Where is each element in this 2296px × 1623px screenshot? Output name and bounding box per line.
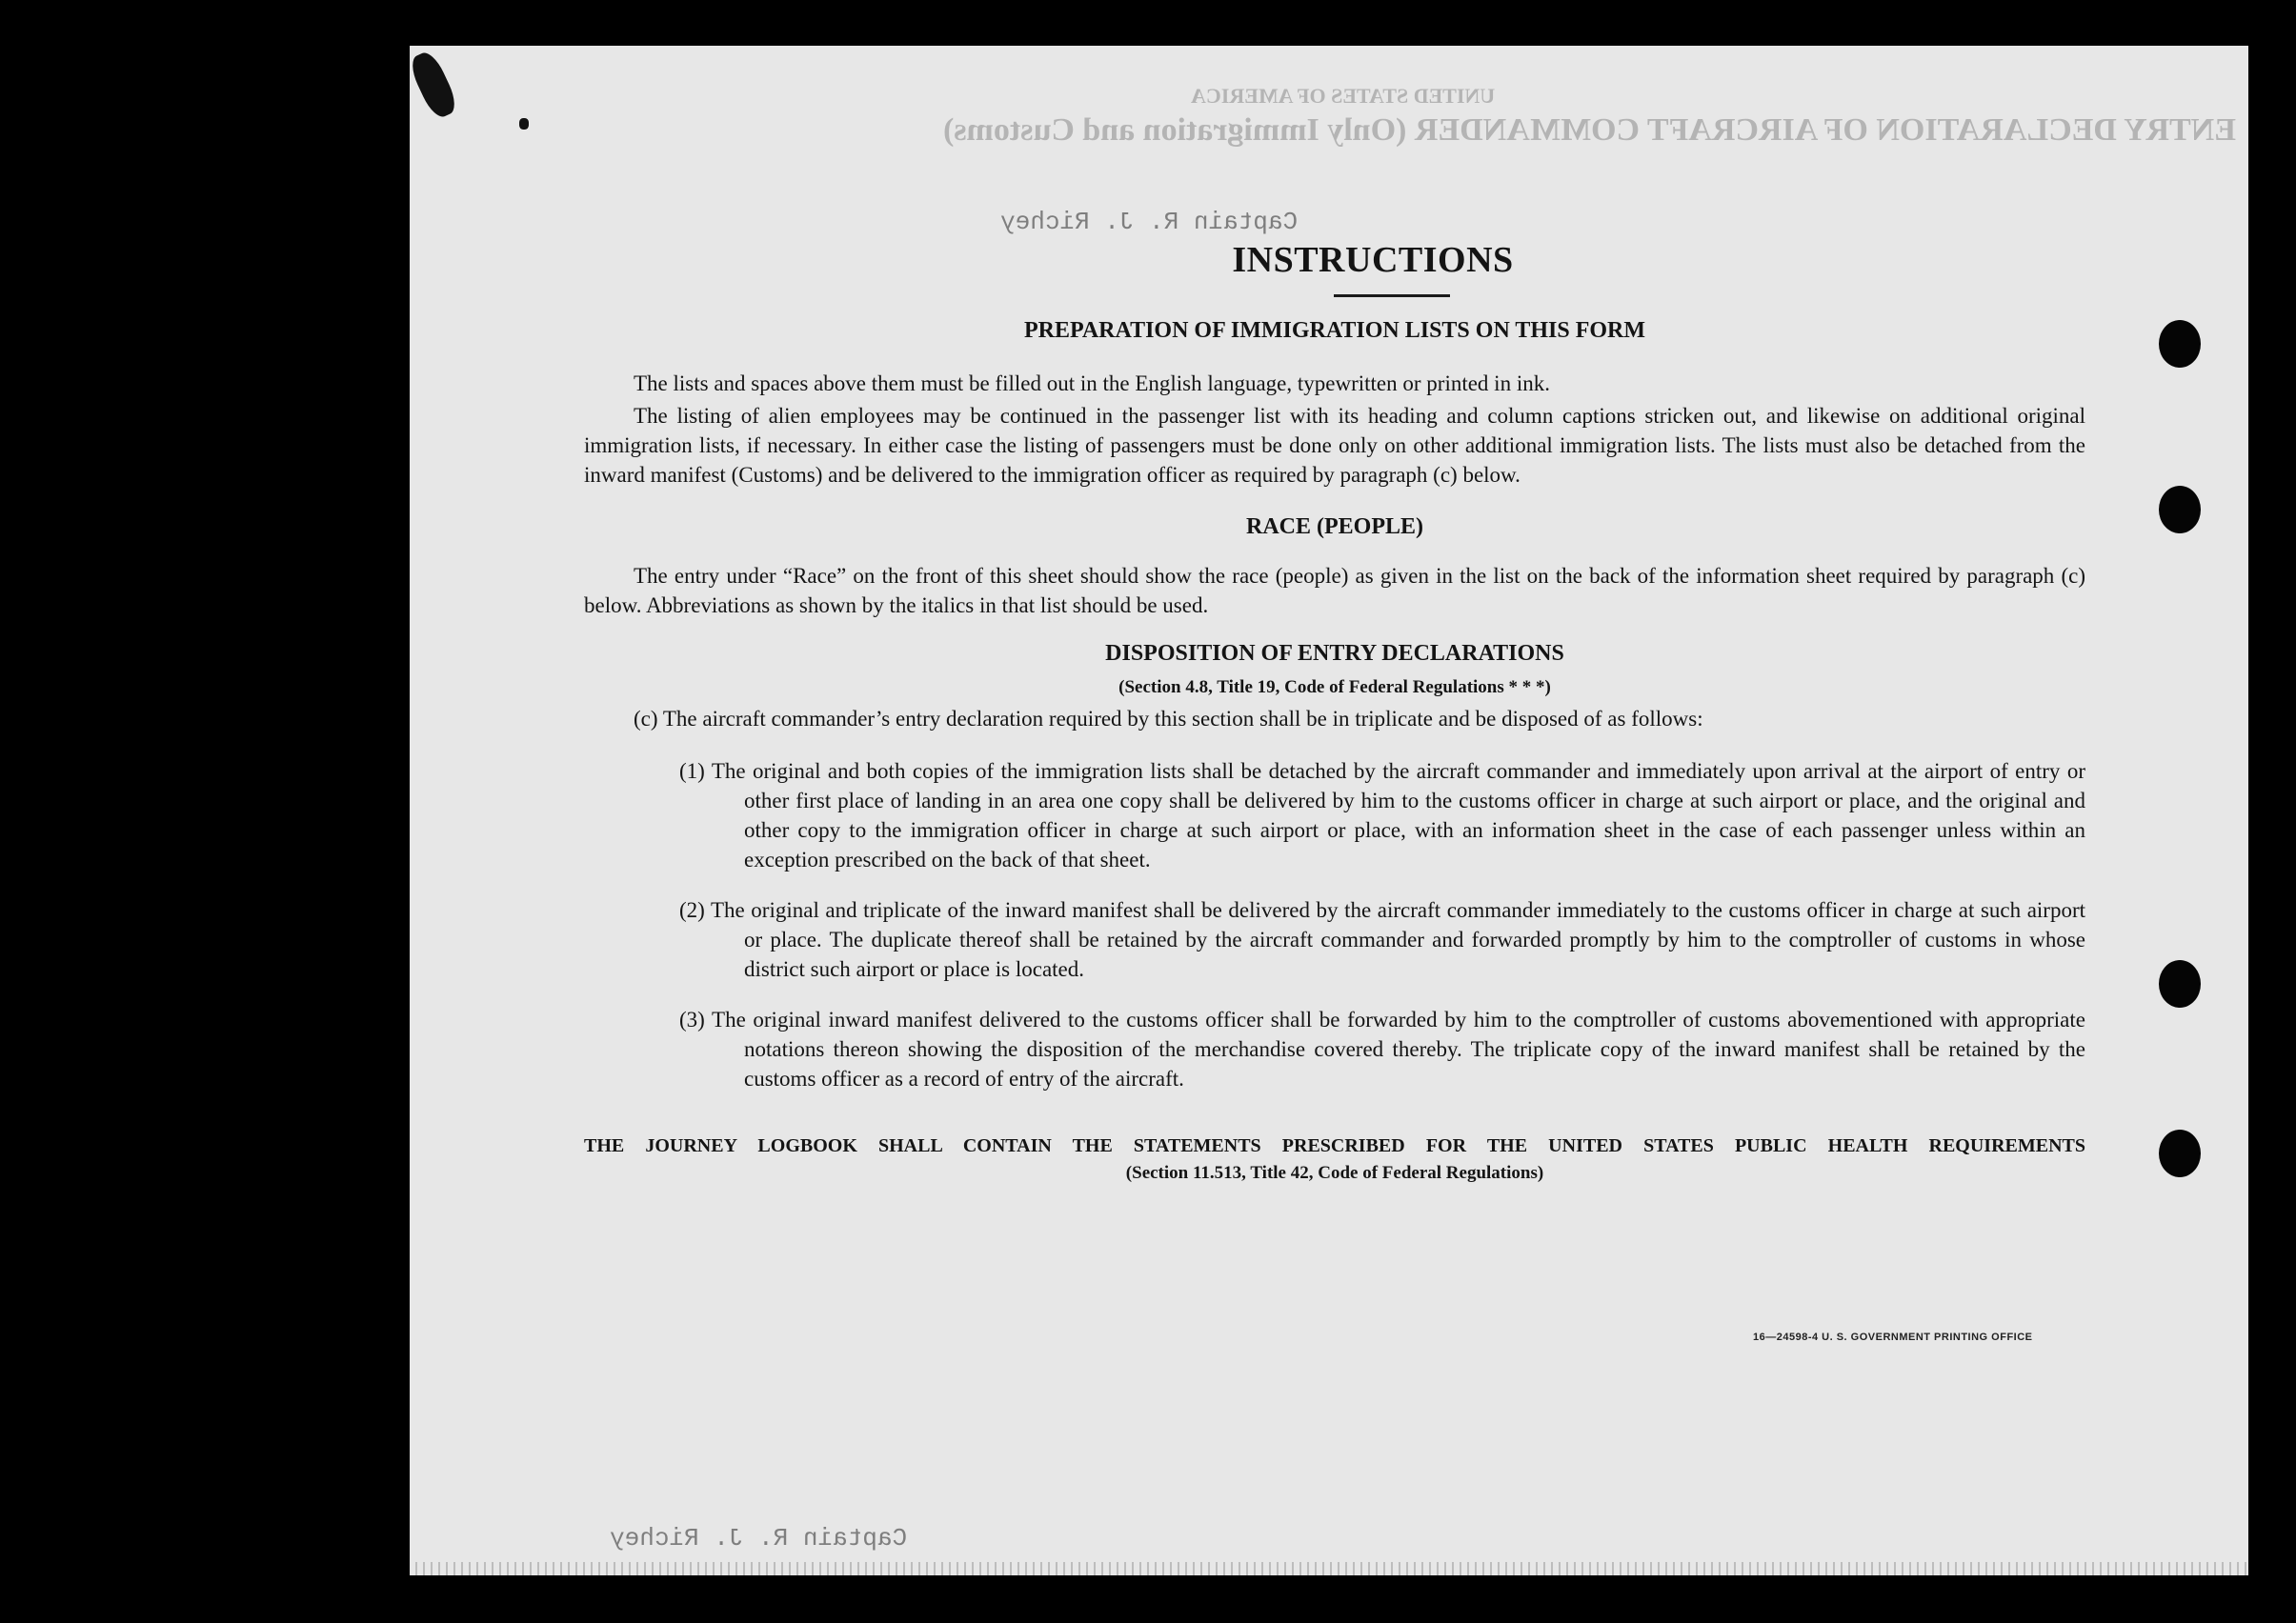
printer-mark: 16—24598-4 U. S. GOVERNMENT PRINTING OFFICE [1753,1332,2033,1343]
ink-speck [519,118,529,130]
paragraph: The entry under “Race” on the front of this sheet should show the race (people) as given in the list on the back of the information sheet required by paragraph (c) below. Abbreviations as shown by the italics in that list should be used. [584,564,2085,617]
punch-hole-4 [2159,1130,2201,1177]
ink-blot [410,49,460,121]
section-heading-preparation: PREPARATION OF IMMIGRATION LISTS ON THIS FORM [1023,318,1646,343]
document-page [410,46,2248,1575]
section-subheading-regulation: (Section 4.8, Title 19, Code of Federal Regulations * * *) [1118,677,1551,697]
list-item: (2) The original and triplicate of the inward manifest shall be delivered by the aircraft commander immediately to the customs officer in charge at such airport or place. The duplicate thereof shall be retained by the aircraft commander and forwarded promptly by him to the comptroller of customs in whose district such airport or place is located. [679,898,2085,981]
torn-bottom-edge [410,1562,2248,1575]
title-underline [1334,294,1450,297]
logbook-regulation: (Section 11.513, Title 42, Code of Federal Regulations) [1125,1163,1544,1183]
instructions-body [584,240,2085,1186]
logbook-statement: THE JOURNEY LOGBOOK SHALL CONTAIN THE STATEMENTS PRESCRIBED FOR THE UNITED STATES PUBLIC HEALTH REQUIREMENTS [584,1135,2085,1156]
punch-hole-2 [2159,486,2201,533]
page-title: INSTRUCTIONS [1232,240,1514,280]
punch-hole-1 [2159,320,2201,368]
show-through-captain-top: Captain R. J. Richey [1000,208,1299,236]
section-heading-race: RACE (PEOPLE) [1246,514,1423,539]
show-through-header-1: UNITED STATES OF AMERICA [1191,84,1496,108]
section-heading-disposition: DISPOSITION OF ENTRY DECLARATIONS [1105,641,1564,666]
paragraph-c: (c) The aircraft commander’s entry declaration required by this section shall be in triplicate and be disposed of as follows: [634,707,1703,731]
paragraph: The lists and spaces above them must be filled out in the English language, typewritten or printed in ink. [634,371,1550,395]
paragraph: The listing of alien employees may be continued in the passenger list with its heading and column captions stricken out, and likewise on additional original immigration lists, if necessary. In either case the listing of passengers must be done only on other additional immigration lists. The lists must also be detached from the inward manifest (Customs) and be delivered to the immigration officer as required by paragraph (c) below. [584,404,2085,487]
show-through-captain-bottom: Captain R. J. Richey [610,1524,908,1553]
show-through-header-2: ENTRY DECLARATION OF AIRCRAFT COMMANDER (Only Immigration and Customs) [943,112,2236,148]
punch-hole-3 [2159,960,2201,1008]
list-item: (1) The original and both copies of the immigration lists shall be detached by the aircraft commander and immediately upon arrival at the airport of entry or other first place of landing in an area one copy shall be delivered by him to the customs officer in charge at such airport or place, and the original and other copy to the immigration officer in charge at such airport or place, with an information sheet in the case of each passenger unless within an exception prescribed on the back of that sheet. [679,759,2085,872]
list-item: (3) The original inward manifest delivered to the customs officer shall be forwarded by him to the comptroller of customs abovementioned with appropriate notations thereon showing the disposition of the merchandise covered thereby. The triplicate copy of the inward manifest shall be retained by the customs officer as a record of entry of the aircraft. [679,1008,2085,1091]
